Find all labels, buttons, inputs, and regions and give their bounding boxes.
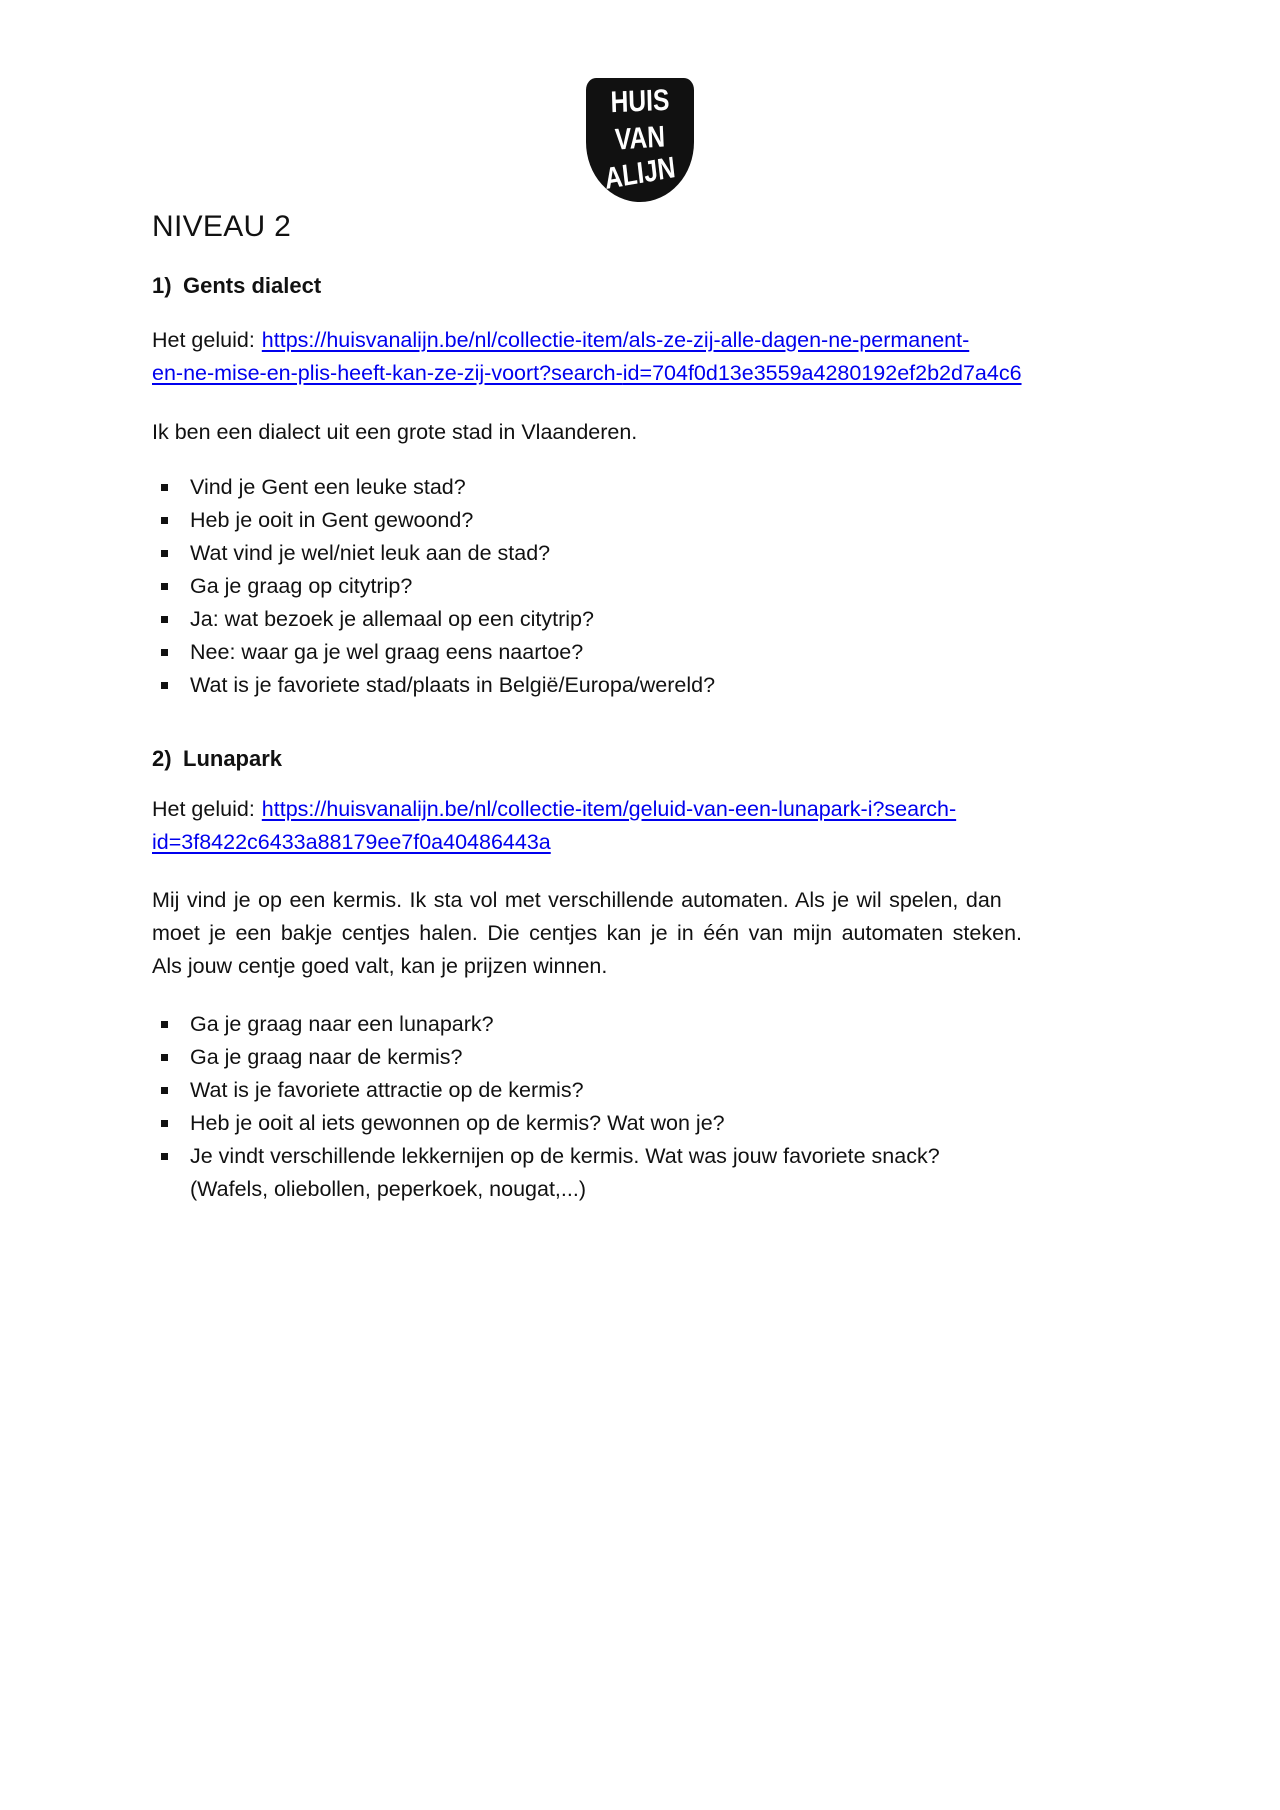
bullet-item [161,636,1128,669]
bullet-item [161,537,1128,570]
square-bullet-icon [161,537,190,557]
square-bullet-icon [161,504,190,524]
square-bullet-icon [161,1140,190,1160]
bullet-text: Wat is je favoriete attractie op de kermis? [190,1078,584,1102]
square-bullet-icon [161,636,190,656]
bullet-text: Heb je ooit al iets gewonnen op de kermis? Wat won je? [190,1111,725,1135]
bullet-text: Ja: wat bezoek je allemaal op een citytrip? [190,607,594,631]
bullet-text: Wat vind je wel/niet leuk aan de stad? [190,541,551,565]
square-bullet-icon [161,1074,190,1094]
bullet-text: Ga je graag op citytrip? [190,574,413,598]
section-1-number: 1) [152,273,172,298]
section-2-number: 2) [152,746,172,771]
square-bullet-icon [161,669,190,689]
intro-line: moet je een bakje centjes halen. Die centjes kan je in één van mijn automaten steken. [152,921,1022,945]
bullet-item [161,1074,1128,1107]
section-2-heading [152,745,1128,772]
audio-link-1[interactable] [152,328,1022,385]
bullet-text: Vind je Gent een leuke stad? [190,475,466,499]
bullet-item [161,1041,1128,1074]
document-content [0,210,1280,1206]
intro-line: Mij vind je op een kermis. Ik sta vol met verschillende automaten. Als je wil spelen, dan [152,888,1002,912]
bullet-item [161,1008,1128,1041]
square-bullet-icon [161,603,190,623]
page-title: NIVEAU 2 [152,210,292,243]
audio-label: Het geluid: [152,328,255,352]
bullet-item [161,471,1128,504]
intro-line: Als jouw centje goed valt, kan je prijzen winnen. [152,954,608,978]
bullet-item [161,1107,1128,1140]
logo-text-line: ALIJN [602,151,678,196]
audio-label: Het geluid: [152,797,255,821]
section-1-intro [152,416,1128,449]
section-2-intro [152,884,1128,983]
section-1-heading [152,272,1128,299]
bullet-text: Nee: waar ga je wel graag eens naartoe? [190,640,584,664]
square-bullet-icon [161,1041,190,1061]
audio-link-1-line[interactable]: en-ne-mise-en-plis-heeft-kan-ze-zij-voort?search- [152,361,623,385]
section-1-question-list [161,471,1128,702]
bullet-text: Heb je ooit in Gent gewoond? [190,508,474,532]
square-bullet-icon [161,471,190,491]
bullet-item [161,504,1128,537]
section-2-audio-paragraph [152,793,1128,859]
section-1-title: Gents dialect [183,273,322,298]
audio-link-2-line[interactable]: id=3f8422c6433a88179ee7f0a40486443a [152,830,551,854]
audio-link-2-line[interactable]: https://huisvanalijn.be/nl/collectie-item/geluid-van-een-lunapark-i?search- [261,797,957,821]
section-2-question-list [161,1008,1128,1206]
square-bullet-icon [161,570,190,590]
intro-line: Ik ben een dialect uit een grote stad in Vlaanderen. [152,420,638,444]
section-2-title: Lunapark [183,746,283,771]
huis-van-alijn-logo [586,78,694,202]
logo-text-line: HUIS [610,83,670,120]
bullet-item [161,1140,1128,1206]
bullet-item [161,669,1128,702]
audio-link-1-line[interactable]: https://huisvanalijn.be/nl/collectie-item/als-ze-zij-alle-dagen-ne-permanent- [261,328,970,352]
logo-text-line: VAN [614,120,666,157]
square-bullet-icon [161,1008,190,1028]
bullet-item [161,603,1128,636]
audio-link-2[interactable] [152,797,956,854]
bullet-text: Je vindt verschillende lekkernijen op de kermis. Wat was jouw favoriete snack? (Wafels, oliebollen, peperkoek, nougat,...) [190,1144,940,1201]
audio-link-1-line[interactable]: id=704f0d13e3559a4280192ef2b2d7a4c6 [622,361,1022,385]
bullet-text: Ga je graag naar een lunapark? [190,1012,494,1036]
bullet-item [161,570,1128,603]
bullet-text: Ga je graag naar de kermis? [190,1045,463,1069]
square-bullet-icon [161,1107,190,1127]
bullet-text: Wat is je favoriete stad/plaats in België/Europa/wereld? [190,673,716,697]
section-1-audio-paragraph [152,324,1128,390]
